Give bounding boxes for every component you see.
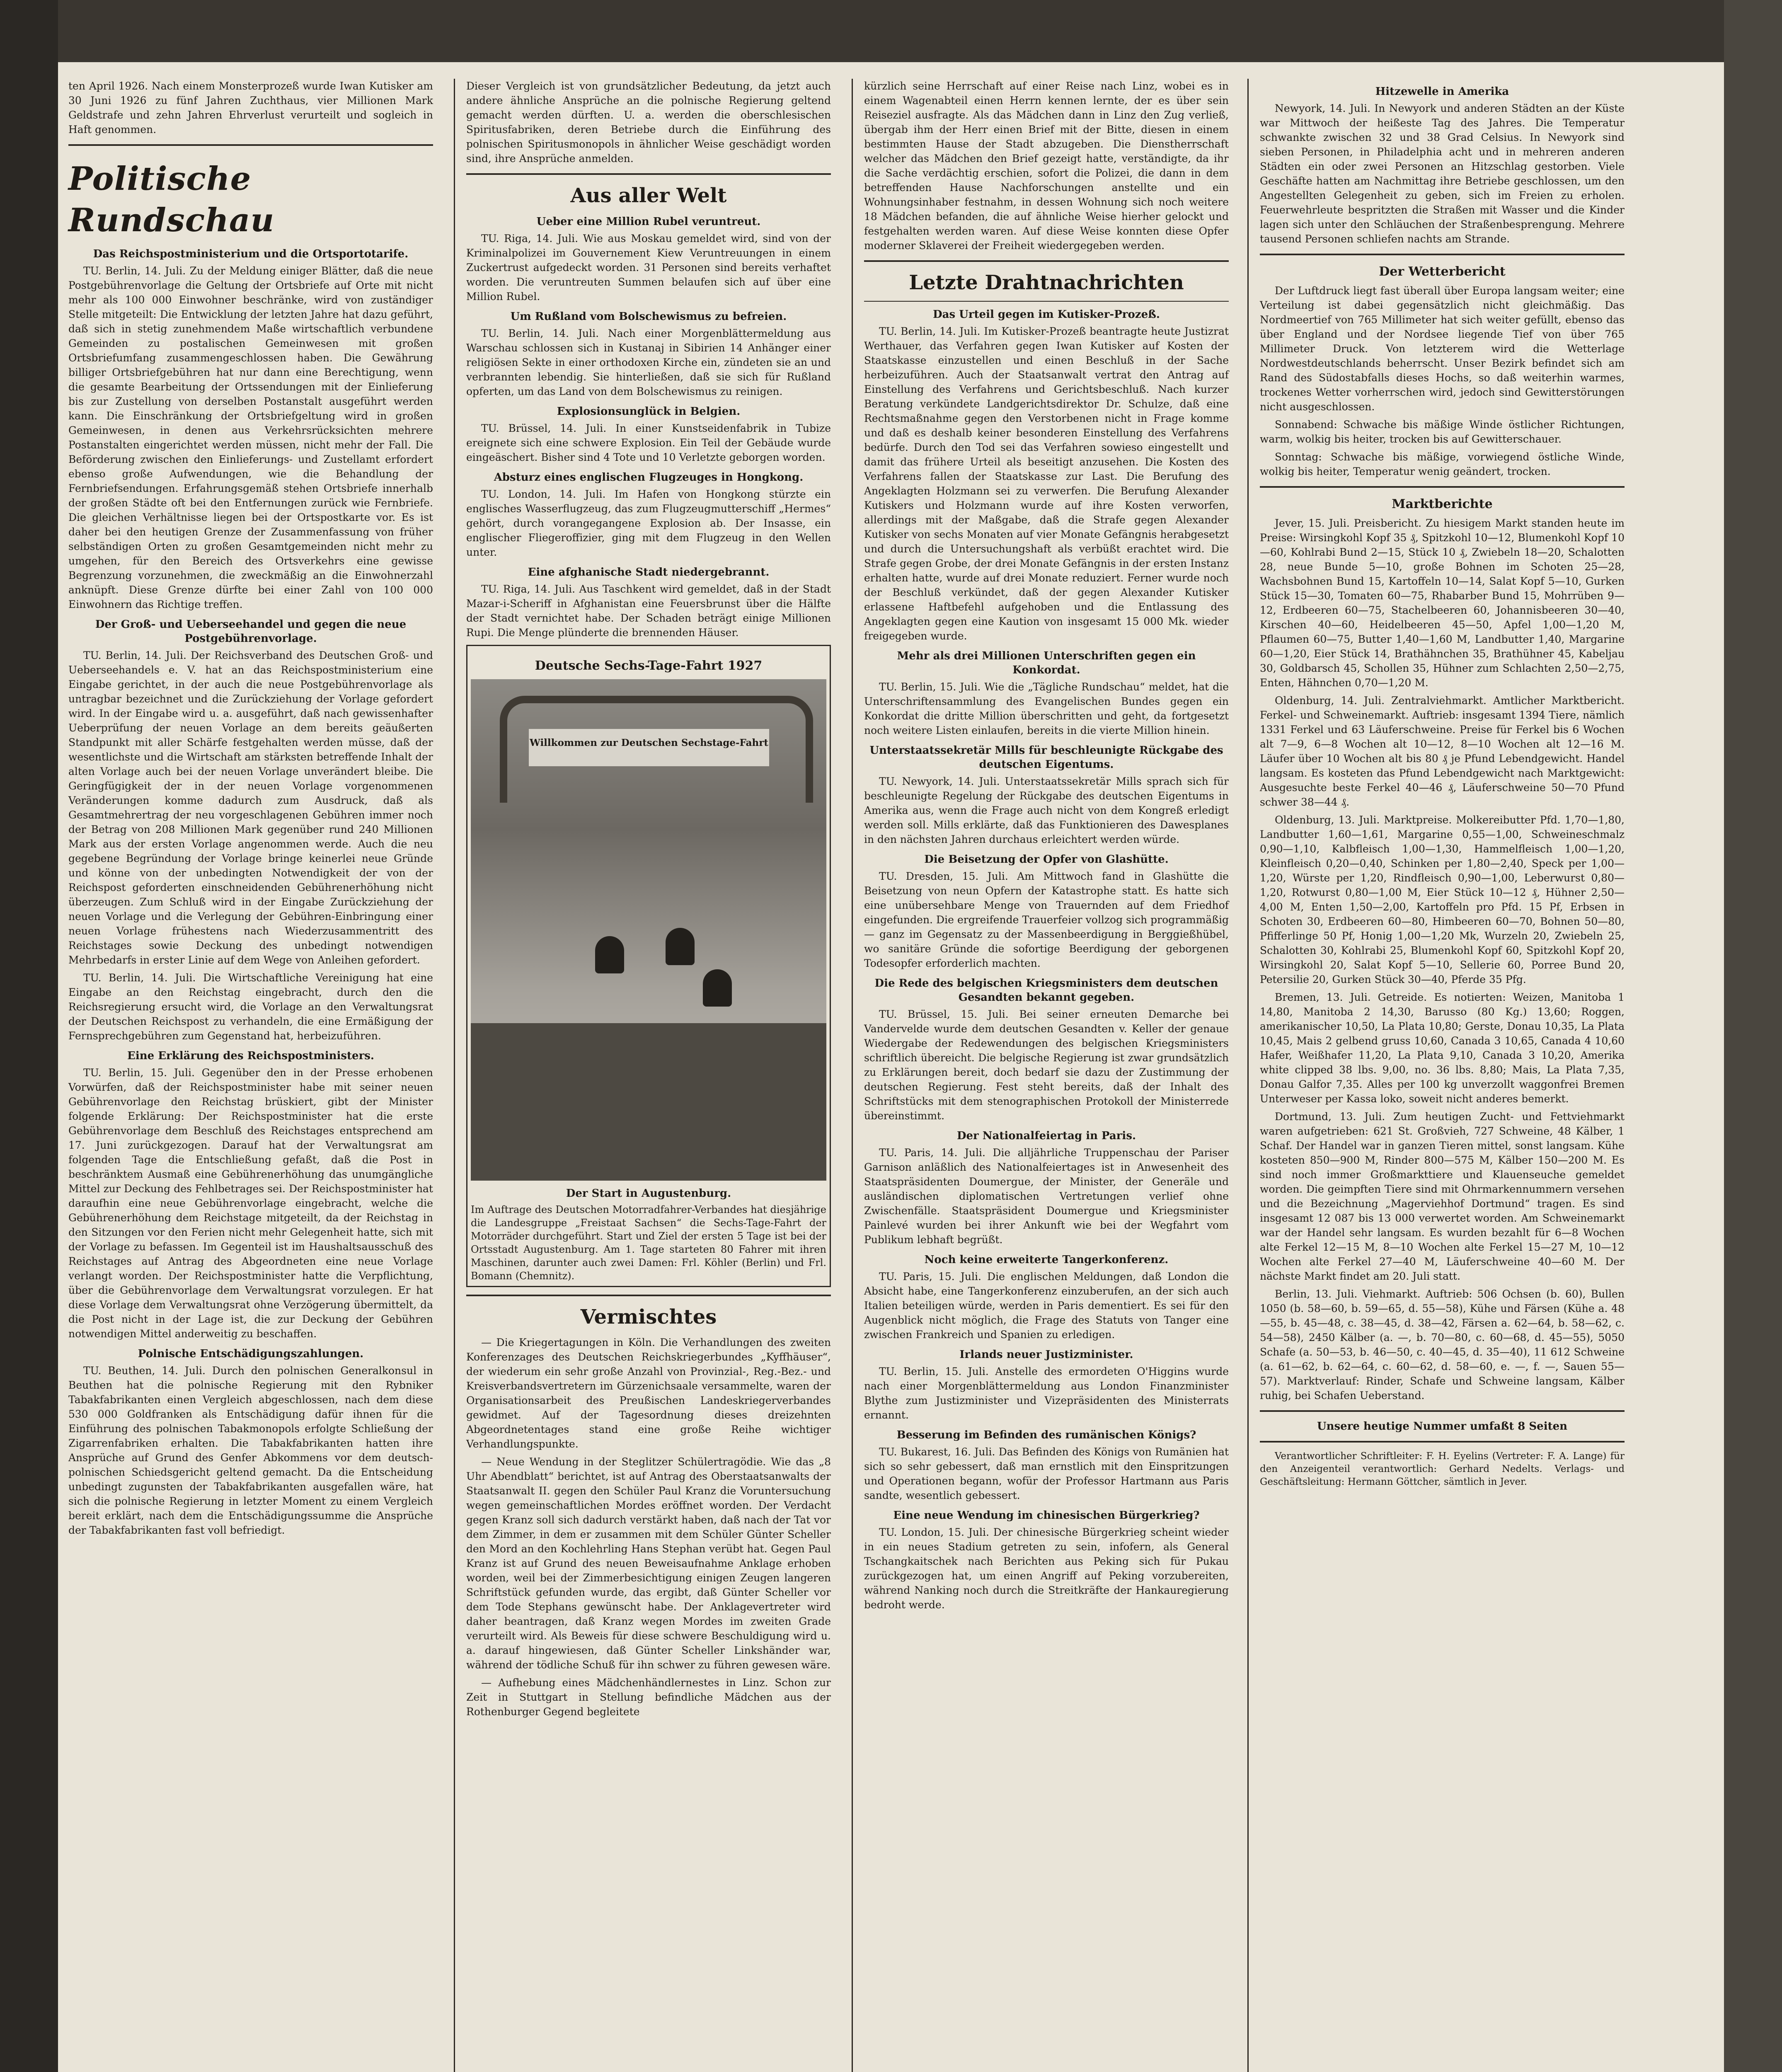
photo-title: Deutsche Sechs-Tage-Fahrt 1927 bbox=[535, 658, 763, 673]
article-title: Irlands neuer Justizminister. bbox=[959, 1348, 1133, 1361]
section-heading-wetterbericht: Der Wetterbericht bbox=[1379, 264, 1506, 279]
article-text: — Neue Wendung in der Steglitzer Schülertragödie. Wie das „8 Uhr Abendblatt“ berichtet, ist auf Antrag des Oberstaatsanwalts der Staatsanwalt II. gegen den Schüler Paul Kranz die Voruntersuchung wegen gemeinschaftlichen Mordes eröffnet worden. Der Verdacht gegen Kranz soll sich dadurch verstärkt haben, daß nach der Tat vor dem Zimmer, in dem er zusammen mit dem Schüler Günter Scheller den Mord an den Kochlehrling Hans Stephan verübt hat. Gegen Paul Kranz ist auf Grund des neuen Beweisaufnahme Anklage erhoben worden, weil bei der Zimmerbesichtigung einigen Zeugen langeren Schriftstück gefunden wurde, das ergibt, daß Günter Scheller vor dem Tode Stephans gewünscht habe. Der Anklagevertreter wird daher beantragen, daß Kranz wegen Mordes im zweiten Grade verurteilt wird. Als Beweis für diese schwere Beschuldigung wird u. a. darauf hingewiesen, daß Günter Scheller Linkshänder war, während der tödliche Schuß für ihn schwer zu führen gewesen wäre. bbox=[466, 1456, 831, 1671]
article-title: Eine neue Wendung im chinesischen Bürgerkrieg? bbox=[893, 1509, 1200, 1522]
article-text: TU. Riga, 14. Juli. Wie aus Moskau gemeldet wird, sind von der Kriminalpolizei im Gouvernement Kiew Veruntreuungen in einem Zuckertrust aufgedeckt worden. 31 Personen sind bereits verhaftet worden. Die veruntreuten Summen belaufen sich auf über eine Million Rubel. bbox=[466, 232, 831, 303]
photo-banner bbox=[529, 729, 769, 766]
article-text: TU. Paris, 14. Juli. Die alljährliche Truppenschau der Pariser Garnison anläßlich des Nationalfeiertages ist in Anwesenheit des Staatspräsidenten Doumergue, der Minister, der Generäle und ausländischen diplomatischen Vertretungen verlief ohne Zwischenfälle. Staatspräsident Doumergue und Kriegsminister Painlevé wurden bei ihrer Ankunft wie bei der Wegfahrt vom Publikum lebhaft begrüßt. bbox=[864, 1147, 1229, 1246]
article-text: TU. Brüssel, 15. Juli. Bei seiner erneuten Demarche bei Vandervelde wurde dem deutschen Gesandten v. Keller der genaue Wiedergabe der Redewendungen des belgischen Kriegsministers schriftlich übereicht. Die belgische Regierung ist zwar grundsätzlich zu Erklärungen bereit, doch bedarf sie dazu der Zustimmung der deutschen Regierung. Fest steht bereits, daß der Inhalt des Schriftstücks mit dem stenographischen Protokoll der Ministerrede übereinstimmt. bbox=[864, 1008, 1229, 1122]
weather-saturday: Sonnabend: Schwache bis mäßige Winde östlicher Richtungen, warm, wolkig bis heiter, trocken bis auf Gewitterschauer. bbox=[1260, 419, 1625, 445]
article-text: TU. Berlin, 14. Juli. Die Wirtschaftliche Vereinigung hat eine Eingabe an den Reichstag eingebracht, durch den die Reichsregierung ersucht wird, die Vorlage an den Verwaltungsrat der Deutschen Reichspost zu verhandeln, die eine Ermäßigung der Fernsprechgebühren zum Gegenstand hat, herbeizuführen. bbox=[68, 972, 433, 1042]
race-start-photo bbox=[471, 679, 826, 1181]
article-title: Das Reichspostministerium und die Ortsportotarife. bbox=[93, 248, 409, 260]
article-title: Unterstaatssekretär Mills für beschleunigte Rückgabe des deutschen Eigentums. bbox=[869, 744, 1223, 771]
article-text: TU. London, 14. Juli. Im Hafen von Hongkong stürzte ein englisches Wasserflugzeug, das zum Flugzeugmutterschiff „Hermes“ gehört, durch vorangegangene Explosion ab. Der Insasse, ein englischer Fliegeroffizier, ging mit dem Flugzeug in den Wellen unter. bbox=[466, 488, 831, 558]
caption-title: Der Start in Augustenburg. bbox=[566, 1187, 731, 1200]
divider bbox=[864, 301, 1229, 302]
divider bbox=[1260, 254, 1625, 255]
column-rule bbox=[454, 79, 455, 2072]
article-title: Ueber eine Million Rubel veruntreut. bbox=[536, 215, 761, 228]
article-title: Eine Erklärung des Reichspostministers. bbox=[127, 1050, 374, 1062]
article-title: Der Nationalfeiertag in Paris. bbox=[956, 1130, 1136, 1142]
article-text: TU. Newyork, 14. Juli. Unterstaatssekretär Mills sprach sich für beschleunigte Regelung der Rückgabe des deutschen Eigentums in Amerika aus, wenn die Frage auch nicht von dem Kongreß erledigt werden soll. Mills erklärte, daß das Funktionieren des Dawesplanes in den nächsten Jahren durchaus erleichtert werden würde. bbox=[864, 775, 1229, 845]
rider bbox=[703, 969, 732, 1007]
market-report: Berlin, 13. Juli. Viehmarkt. Auftrieb: 506 Ochsen (b. 60), Bullen 1050 (b. 58—60, b. 59—65, d. 55—58), Kühe und Färsen (Kühe a. 48—55, b. 45—48, c. 38—45, d. 38—42, Färsen a. 62—64, b. 58—62, c. 54—58), 2450 Kälber (a. —, b. 70—80, c. 60—68, d. 45—55), 5050 Schafe (a. 50—53, b. 46—50, c. 40—45, d. 35—40), 11 612 Schweine (a. 61—62, b. 62—64, c. 60—62, d. 58—60, e. —, f. —, Sauen 55—57). Marktverlauf: Rinder, Schafe und Schweine langsam, Kälber ruhig, bei Schafen Ueberstand. bbox=[1260, 1288, 1625, 1402]
article-title: Der Groß- und Ueberseehandel und gegen die neue Postgebührenvorlage. bbox=[95, 618, 407, 645]
divider bbox=[1260, 1441, 1625, 1443]
article-text: TU. Bukarest, 16. Juli. Das Befinden des Königs von Rumänien hat sich so sehr gebessert, daß man ernstlich mit den Einspritzungen und Operationen begann, wofür der Professor Hartmann aus Paris sandte, wesentlich gebessert. bbox=[864, 1446, 1229, 1501]
article-title: Um Rußland vom Bolschewismus zu befreien. bbox=[510, 310, 787, 323]
divider bbox=[1260, 1410, 1625, 1412]
article-text: TU. Berlin, 14. Juli. Der Reichsverband des Deutschen Groß- und Ueberseehandels e. V. hat an das Reichspostministerium eine Eingabe gerichtet, in der auch die neue Postgebührenvorlage als untragbar bezeichnet und die Zurückziehung der Vorlage gefordert wird. In der Eingabe wird u. a. ausgeführt, daß nach gewissenhafter Ueberprüfung der neuen Vorlage an dem bereits geäußerten Standpunkt mit aller Schärfe festgehalten werden müsse, daß der wesentlichste und die Wirtschaft am stärksten betreffende Inhalt der alten Vorlage auch bei der neuen Vorlage unverändert bleibe. Die Geringfügigkeit der in der neuen Vorlage vorgenommenen Veränderungen komme dadurch zum Ausdruck, daß als Gesamtmehrertrag der neu vorgeschlagenen Gebühren immer noch der Betrag von 208 Millionen Mark gegenüber rund 240 Millionen Mark aus der ersten Vorlage angenommen werde. Auch die neu gegebene Begründung der Vorlage bringe keinerlei neue Gründe und könne von der unbedingten Notwendigkeit der von der Reichspost geforderten einschneidenden Gebührenerhöhung nicht überzeugen. Zum Schluß wird in der Eingabe Zurückziehung der neuen Vorlage und die Verlegung der Gebühren-Einbringung einer neuen Vorlage frühestens nach Wiederzusammentritt des Reichstages sowie Deckung des unbedingt notwendigen Mehrbedarfs in erster Linie auf dem Wege von Anleihen gefordert. bbox=[68, 649, 433, 966]
article-title: Explosionsunglück in Belgien. bbox=[557, 405, 741, 418]
section-heading-aus-aller-welt: Aus aller Welt bbox=[570, 184, 727, 207]
article-text: TU. Beuthen, 14. Juli. Durch den polnischen Generalkonsul in Beuthen hat die polnische Regierung mit den Rybniker Tabakfabrikanten einen Vergleich abgeschlossen, nach dem diese 530 000 Goldfranken als Entschädigung dafür ihnen für die Einführung des polnischen Tabakmonopols erfolgte Schließung der Zigarrenfabriken erhalten. Die Tabakfabrikanten hatten ihre Ansprüche auf Grund des Genfer Abkommens vor dem deutsch-polnischen Schiedsgericht geltend gemacht. Da die Entscheidung unbedingt zugunsten der Tabakfabrikanten ausgefallen wäre, hat sich die polnische Regierung in letzter Moment zu einem Vergleich bereit erklärt, nach dem die Entschädigungssumme die Ansprüche der Tabakfabrikanten fast voll befriedigt. bbox=[68, 1365, 433, 1536]
article-text: — Aufhebung eines Mädchenhändlernestes in Linz. Schon zur Zeit in Stuttgart in Stellung befindliche Mädchen aus der Rothenburger Gegend begleitete bbox=[466, 1677, 831, 1718]
article-text: TU. Riga, 14. Juli. Aus Taschkent wird gemeldet, daß in der Stadt Mazar-i-Scheriff in Afghanistan eine Feuersbrunst über die Hälfte der Stadt vernichtet habe. Der Schaden beträgt einige Millionen Rupi. Die Menge plünderte die brennenden Häuser. bbox=[466, 583, 831, 639]
intro-text: Dieser Vergleich ist von grundsätzlicher Bedeutung, da jetzt auch andere ähnliche Ansprüche an die polnische Regierung geltend gemacht werden dürften. U. a. werden die oberschlesischen Spiritusfabriken, deren Betriebe durch die Einführung des polnischen Spiritusmonopols in ähnlicher Weise geschädigt worden sind, ihre Ansprüche anmelden. bbox=[466, 80, 831, 165]
intro-text: kürzlich seine Herrschaft auf einer Reise nach Linz, wobei es in einem Wagenabteil einen Herrn kennen lernte, der es über sein Reiseziel ausfragte. Als das Mädchen dann in Linz den Zug verließ, übergab ihm der Herr einen Brief mit der Bitte, diesen in einem bestimmten Hause der Stadt abzugeben. Die Dienstherrschaft welcher das Mädchen den Brief gezeigt hatte, verständigte, da ihr die Sache verdächtig erschien, sofort die Polizei, die dann in dem betreffenden Hause Nachforschungen anstellte und ein Wohnungsinhaber festnahm, in dessen Wohnung sich noch weitere 18 Mädchen befanden, die auf ähnliche Weise hierher gelockt und festgehalten werden waren. Auf diese Weise konnten diese Opfer moderner Sklaverei der Freiheit wiedergegeben werden. bbox=[864, 80, 1229, 252]
article-title: Hitzewelle in Amerika bbox=[1375, 85, 1509, 98]
article-text: TU. Berlin, 15. Juli. Gegenüber den in der Presse erhobenen Vorwürfen, daß der Reichspostminister habe mit seiner neuen Gebührenvorlage den Reichstag brüskiert, gibt der Minister folgende Erklärung: Der Reichspostminister hat die erste Gebührenvorlage dem Beschluß des Reichstages entsprechend am 17. Juni zurückgezogen. Darauf hat der Verwaltungsrat am folgenden Tage die Entschließung gefaßt, daß die Post in beschränktem Ausmaß eine Gebührenerhöhung das unumgängliche Mittel zur Deckung des Fehlbetrages sei. Der Reichspostminister hat daraufhin eine neue Gebührenvorlage eingebracht, welche die Gebührenerhöhung dem Reichstage mitgeteilt, da der Reichstag in den Sitzungen vor den Ferien nicht mehr Gelegenheit hatte, sich mit der Vorlage zu befassen. Im Gegenteil ist im Haushaltsausschuß des Reichstages auf Antrag des Abgeordneten eine neue Vorlage verlangt worden. Der Reichspostminister hatte die Verpflichtung, über die Gebührenvorlage dem Verwaltungsrat vorzulegen. Er hat diese Vorlage dem Verwaltungsrat ohne Verzögerung übermittelt, da die Post nicht in der Lage ist, die zur Deckung der Gebühren notwendigen Mittel anderweitig zu beschaffen. bbox=[68, 1067, 433, 1340]
divider bbox=[1260, 486, 1625, 488]
divider bbox=[466, 173, 831, 175]
article-text: TU. Berlin, 15. Juli. Anstelle des ermordeten O'Higgins wurde nach einer Morgenblättermeldung aus London Finanzminister Blythe zum Justizminister und Vizepräsidenten des Ministerrats ernannt. bbox=[864, 1365, 1229, 1421]
article-title: Mehr als drei Millionen Unterschriften gegen ein Konkordat. bbox=[897, 650, 1196, 676]
market-report: Oldenburg, 13. Juli. Marktpreise. Molkereibutter Pfd. 1,70—1,80, Landbutter 1,60—1,61, Margarine 0,55—1,00, Schweineschmalz 0,90—1,10, Kalbfleisch 1,00—1,30, Hammelfleisch 1,00—1,20, Kleinfleisch 0,20—0,40, Schinken per 1,80—2,40, Speck per 1,00—1,20, Würste per 1,20, Rindfleisch 0,90—1,00, Leberwurst 0,80—1,20, Rotwurst 0,80—1,00 M, Eier Stück 10—12 ₰, Hühner 2,50—4,00 M, Enten 1,50—2,00, Kartoffeln pro Pfd. 15 Pf, Erbsen in Schoten 30, Erdbeeren 60—80, Himbeeren 60—70, Bohnen 50—80, Pfifferlinge 50 Pf, Honig 1,00—1,20 Mk, Wurzeln 20, Zwiebeln 25, Schalotten 30, Kohlrabi 25, Blumenkohl Kopf 60, Spitzkohl Kopf 20, Wirsingkohl 20, Salat Kopf 5—10, Sellerie 60, Porree Bund 20, Petersilie 20, Gurken Stück 30—40, Pferde 35 Pfg. bbox=[1260, 814, 1625, 985]
article-text: TU. Berlin, 14. Juli. Nach einer Morgenblättermeldung aus Warschau schlossen sich in Kustanaj in Sibirien 14 Anhänger einer religiösen Sekte in einer orthodoxen Kirche ein, zündeten sie an und verbrannten lebendig. Sie hinterließen, daß sie sich für Rußland opferten, um das Land von dem Bolschewismus zu reinigen. bbox=[466, 327, 831, 397]
article-text: TU. Berlin, 14. Juli. Im Kutisker-Prozeß beantragte heute Justizrat Werthauer, das Verfahren gegen Iwan Kutisker auf Kosten der Staatskasse einzustellen und einen Beschluß in der Sache herbeizuführen. Auch der Staatsanwalt vertrat den Antrag auf Einstellung des Verfahrens und Gerichtsbeschluß. Nach kurzer Beratung verkündete Landgerichtsdirektor Dr. Schulze, daß eine Rechtsmaßnahme gegen den Verstorbenen nicht in Frage komme und daß es deshalb keiner besonderen Einstellung des Verfahrens bedürfe. Durch den Tod sei das Verfahren sowieso eingestellt und damit das frühere Urteil als beseitigt anzusehen. Die Kosten des Verfahrens fallen der Staatskasse zur Last. Die Berufung des Angeklagten Holzmann sei zu verwerfen. Die Berufung Alexander Kutiskers und Holzmann wurde auf ihre Kosten verworfen, allerdings mit der Maßgabe, daß die Strafe gegen Alexander Kutisker von sechs Monaten auf vier Monate Gefängnis herabgesetzt und durch die Untersuchungshaft als verbüßt erachtet wird. Die Strafe gegen Grobe, der drei Monate Gefängnis in der ersten Instanz erhalten hatte, wurde auf drei Monate reduziert. Ferner wurde noch der Beschluß verkündet, daß der gegen Alexander Kutisker erlassene Haftbefehl aufgehoben und die Entlassung des Angeklagten gegen eine Kaution von insgesamt 15 000 Mk. wieder freigegeben wurde. bbox=[864, 325, 1229, 642]
weather-text: Der Luftdruck liegt fast überall über Europa langsam weiter; eine Verteilung ist dabei gegensätzlich nicht gleichmäßig. Das Nordmeertief von 765 Millimeter hat sich weiter gefüllt, ebenso das über England und der Nordsee liegende Tief von über 765 Millimeter Druck. Von letzterem wird die Wetterlage Nordwestdeutschlands beherrscht. Unser Bezirk befindet sich am Rand des Südostabfalls dieses Hochs, so daß weiterhin warmes, trockenes Wetter vorherrschen wird, jedoch sind Gewitterstörungen nicht ausgeschlossen. bbox=[1260, 285, 1625, 413]
weather-sunday: Sonntag: Schwache bis mäßige, vorwiegend östliche Winde, wolkig bis heiter, Temperatur wenig geändert, trocken. bbox=[1260, 451, 1625, 477]
column-rule bbox=[1247, 79, 1249, 2072]
section-heading-letzte-drahtnachrichten: Letzte Drahtnachrichten bbox=[909, 271, 1184, 294]
scan-right-edge bbox=[1724, 0, 1782, 2072]
market-report: Oldenburg, 14. Juli. Zentralviehmarkt. Amtlicher Marktbericht. Ferkel- und Schweinemarkt. Auftrieb: insgesamt 1394 Tiere, nämlich 1331 Ferkel und 63 Läuferschweine. Preise für Ferkel bis 6 Wochen alt 7—9, 6—8 Wochen alt 10—12, 8—10 Wochen alt 12—16 M. Läufer über 10 Wochen alt bis 80 ₰ je Pfund Lebendgewicht. Handel langsam. Es kosteten das Pfund Lebendgewicht nach Marktgewicht: Ausgesuchte beste Ferkel 40—46 ₰, Läuferschweine 50—70 Pfund schwer 38—44 ₰. bbox=[1260, 695, 1625, 808]
article-title: Besserung im Befinden des rumänischen Königs? bbox=[896, 1429, 1196, 1441]
divider bbox=[68, 144, 433, 146]
divider bbox=[466, 1295, 831, 1296]
banner-text: Willkommen zur Deutschen Sechstage-Fahrt bbox=[530, 737, 768, 748]
article-text: TU. Berlin, 15. Juli. Wie die „Tägliche Rundschau“ meldet, hat die Unterschriftensammlung des Evangelischen Bundes gegen ein Konkordat die dritte Million überschritten und geht, da fortgesetzt noch weitere Listen einlaufen, bereits in die vierte Million hinein. bbox=[864, 681, 1229, 736]
divider bbox=[864, 260, 1229, 262]
page-count-notice: Unsere heutige Nummer umfaßt 8 Seiten bbox=[1317, 1420, 1568, 1433]
rider bbox=[666, 928, 695, 965]
article-title: Absturz eines englischen Flugzeuges in Hongkong. bbox=[494, 471, 804, 484]
intro-text: ten April 1926. Nach einem Monsterprozeß wurde Iwan Kutisker am 30 Juni 1926 zu fünf Jahren Zuchthaus, vier Millionen Mark Geldstrafe und zehn Jahren Ehrverlust verurteilt und sogleich in Haft genommen. bbox=[68, 80, 433, 136]
article-title: Die Beisetzung der Opfer von Glashütte. bbox=[924, 853, 1169, 866]
article-title: Das Urteil gegen im Kutisker-Prozeß. bbox=[933, 308, 1160, 321]
column-4 bbox=[1260, 79, 1625, 1492]
article-title: Die Rede des belgischen Kriegsministers dem deutschen Gesandten bekannt gegeben. bbox=[874, 977, 1218, 1004]
imprint: Verantwortlicher Schriftleiter: F. H. Eyelins (Vertreter: F. A. Lange) für den Anzeigenteil verantwortlich: Gerhard Nedelts. Verlags- und Geschäftsleitung: Hermann Göttcher, sämtlich in Jever. bbox=[1260, 1451, 1625, 1487]
market-report: Bremen, 13. Juli. Getreide. Es notierten: Weizen, Manitoba 1 14,80, Manitoba 2 14,30, Barusso (80 Kg.) 13,60; Roggen, amerikanischer 10,50, La Plata 10,80; Gerste, Donau 10,35, La Plata 10,45, Mais 2 gelbend gruss 10,60, Canada 3 10,65, Canada 4 10,60 Hafer, Weißhafer 11,20, La Plata 9,10, Canada 3 10,20, Amerika white clipped 38 lbs. 9,00, no. 36 lbs. 8,80; Mais, La Plata 7,35, Donau Galfor 7,35. Alles per 100 kg unverzollt waggonfrei Bremen Unterweser per Kassa loko, soweit nicht anderes bemerkt. bbox=[1260, 991, 1625, 1105]
article-text: TU. Berlin, 14. Juli. Zu der Meldung einiger Blätter, daß die neue Postgebührenvorlage die Geltung der Ortsbriefe auf Orte mit nicht mehr als 100 000 Einwohner beschränke, wird von zuständiger Stelle mitgeteilt: Die Entwicklung der letzten Jahre hat dazu geführt, daß sich in stetig zunehmendem Maße wirtschaftlich verbundene Gemeinden zu postalischen Gemeinwesen mit großen Ortsbriefumfang zusammengeschlossen haben. Die Gewährung billiger Ortsbriefgebühren hat nur dann eine Berechtigung, wenn die gesamte Bearbeitung der Ortssendungen mit der Einlieferung bis zur Zustellung von derselben Postanstalt ausgeführt werden kann. Die Einschränkung der Ortsbriefgeltung wird in großen Gemeinwesen, in denen aus Verkehrsrücksichten mehrere Postanstalten eingerichtet werden müssen, nicht mehr der Fall. Die Beförderung zwischen den Einlieferungs- und Zustellamt erfordert ebenso große Aufwendungen, wie die Behandlung der Fernbriefsendungen. Erfahrungsgemäß stehen Ortsbriefe innerhalb der großen Städte oft bei den Entfernungen zurück wie Fernbriefe. Die gleichen Verhältnisse liegen bei der Ortspostkarte vor. Es ist daher bei den heutigen Grenze der Zusammenfassung von früher selbständigen Orten zu großen Gesamtgemeinden nicht mehr zu umgehen, für den Bereich des Ortsverkehrs eine gewisse Begrenzung vorzunehmen, die zweckmäßig an die Einwohnerzahl anknüpft. Diese Grenze dürfte bei einer Zahl von 100 000 Einwohnern das Richtige treffen. bbox=[68, 265, 433, 610]
article-text: TU. Paris, 15. Juli. Die englischen Meldungen, daß London die Absicht habe, eine Tangerkonferenz einzuberufen, an der sich auch Italien beteiligen würde, werden in Paris dementiert. Es sei für den Augenblick nicht möglich, die Frage des Statuts von Tanger eine zwischen Frankreich und Spanien zu erledigen. bbox=[864, 1271, 1229, 1341]
section-heading-marktberichte: Marktberichte bbox=[1392, 497, 1493, 511]
photo-box bbox=[466, 645, 831, 1287]
column-3 bbox=[864, 79, 1229, 1615]
section-heading-politische-rundschau: Politische Rundschau bbox=[68, 160, 275, 239]
photo-caption: Im Auftrage des Deutschen Motorradfahrer-Verbandes hat diesjährige die Landesgruppe „Freistaat Sachsen“ die Sechs-Tage-Fahrt der Motorräder durchgeführt. Start und Ziel der ersten 5 Tage ist bei der Ortsstadt Augustenburg. Am 1. Tage starteten 80 Fahrer mit ihren Maschinen, darunter auch zwei Damen: Frl. Köhler (Berlin) und Frl. Bomann (Chemnitz). bbox=[471, 1204, 826, 1282]
column-rule bbox=[852, 79, 853, 2072]
article-text: Newyork, 14. Juli. In Newyork und anderen Städten an der Küste war Mittwoch der heißeste Tag des Jahres. Die Temperatur schwankte zwischen 32 und 38 Grad Celsius. In Newyork sind sieben Personen, in Philadelphia acht und in mehreren anderen Städten ein oder zwei Personen an Hitzschlag gestorben. Viele Geschäfte hatten am Nachmittag ihre Betriebe geschlossen, um den Angestellten Gelegenheit zu geben, sich im Freien zu erholen. Feuerwehrleute bespritzten die Straßen mit Wasser und die Kinder lagen sich unter den Schläuchen der Straßenbesprengung. Mehrere tausend Personen schliefen nachts am Strande. bbox=[1260, 102, 1625, 245]
article-title: Eine afghanische Stadt niedergebrannt. bbox=[528, 566, 770, 579]
market-report: Jever, 15. Juli. Preisbericht. Zu hiesigem Markt standen heute im Preise: Wirsingkohl Kopf 35 ₰, Spitzkohl 10—12, Blumenkohl Kopf 10—60, Kohlrabi Bund 2—15, Stück 10 ₰, Zwiebeln 18—20, Schalotten 28, neue Bunde 5—10, große Bohnen im Schoten 25—28, Wachsbohnen Bund 15, Kartoffeln 10—14, Salat Kopf 5—10, Gurken Stück 15—30, Tomaten 60—75, Rhabarber Bund 15, Mohrrüben 9—12, Erdbeeren 60—75, Stachelbeeren 60, Johannisbeeren 30—40, Kirschen 40—60, Heidelbeeren 45—50, Apfel 1,00—1,20 M, Pflaumen 60—75, Butter 1,40—1,60 M, Landbutter 1,40, Margarine 60—1,20, Eier Stück 14, Brathähnchen 35, Brathühner 45, Kabeljau 30, Goldbarsch 45, Schollen 35, Hühner zum Schlachten 2,50—2,75, Enten, Hähnchen 0,70—1,20 M. bbox=[1260, 517, 1625, 689]
section-heading-vermischtes: Vermischtes bbox=[580, 1305, 717, 1329]
article-title: Noch keine erweiterte Tangerkonferenz. bbox=[924, 1254, 1169, 1266]
article-text: TU. Dresden, 15. Juli. Am Mittwoch fand in Glashütte die Beisetzung von neun Opfern der Katastrophe statt. Es hatte sich eine unübersehbare Menge von Trauernden auf dem Friedhof eingefunden. Die ergreifende Trauerfeier vollzog sich programmäßig — ganz im Gegensatz zu der Massenbeerdigung in Berggießhübel, wo sanitäre Gründe die sofortige Beerdigung der geborgenen Todesopfer erforderlich machten. bbox=[864, 870, 1229, 969]
rider bbox=[595, 936, 624, 973]
article-title: Polnische Entschädigungszahlungen. bbox=[138, 1348, 364, 1360]
column-2 bbox=[466, 79, 831, 1722]
article-text: — Die Kriegertagungen in Köln. Die Verhandlungen des zweiten Konferenzages des Deutschen Reichskriegerbundes „Kyffhäuser“, der wiederum ein sehr große Anzahl von Provinzial-, Reg.-Bez.- und Kreisverbandsvertretern im Gürzenichsaale versammelte, waren der Organisationsarbeit des Preußischen Landeskriegerverbandes gewidmet. Auf der Tagesordnung dieses dreizehnten Abgeordnetentages stand eine große Reihe wichtiger Verhandlungspunkte. bbox=[466, 1336, 831, 1450]
column-1 bbox=[68, 79, 433, 1541]
photo-crowd bbox=[471, 1023, 826, 1181]
article-text: TU. London, 15. Juli. Der chinesische Bürgerkrieg scheint wieder in ein neues Stadium getreten zu sein, infofern, als General Tschangkaitschek nach Berichten aus Peking sich für Pukau zurückgezogen hat, um einen Angriff auf Peking vorzubereiten, während Nanking noch durch die Streitkräfte der Hankauregierung bedroht werde. bbox=[864, 1526, 1229, 1611]
article-text: TU. Brüssel, 14. Juli. In einer Kunstseidenfabrik in Tubize ereignete sich eine schwere Explosion. Ein Teil der Gebäude wurde eingeäschert. Bisher sind 4 Tote und 10 Verletzte geborgen worden. bbox=[466, 422, 831, 463]
scan-left-edge bbox=[0, 0, 58, 2072]
market-report: Dortmund, 13. Juli. Zum heutigen Zucht- und Fettviehmarkt waren aufgetrieben: 621 St. Großvieh, 727 Schweine, 48 Kälber, 1 Schaf. Der Handel war in ganzen Tieren mittel, sonst langsam. Kühe kosteten 850—900 M, Rinder 800—575 M, Kälber 150—200 M. Es sind noch immer Großmarkttiere und Klauenseuche gemeldet worden. Die geimpften Tiere sind mit Ohrmarkennummern versehen und die Bezeichnung „Magerviehhof Dortmund“ tragen. Es sind insgesamt 12 087 bis 13 000 verwertet worden. Am Schweinemarkt war der Handel sehr langsam. Es wurden bezahlt für 6—8 Wochen alte Ferkel 12—15 M, 8—10 Wochen alte Ferkel 15—27 M, 10—12 Wochen alte Ferkel 27—40 M, Läuferschweine 40—60 M. Der nächste Markt findet am 20. Juli statt. bbox=[1260, 1111, 1625, 1282]
